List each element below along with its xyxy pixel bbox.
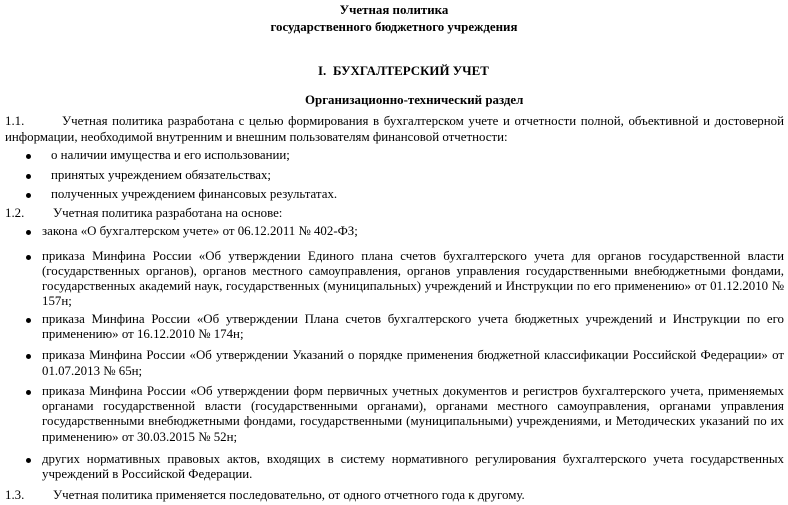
bullet-icon [26,193,31,198]
p12-item-6-line2: учреждений в Российской Федерации. [42,467,253,481]
p12-item-1: закона «О бухгалтерском учете» от 06.12.2011 № 402-ФЗ; [42,224,358,238]
p12-item-5-line3: государственными внебюджетными фондами, государственными (муниципальными) учреждениями, и Методических указаний по их [42,414,784,428]
bullet-icon [26,318,31,323]
p11-bullet-1: о наличии имущества и его использовании; [51,148,290,162]
bullet-icon [26,154,31,159]
bullet-icon [26,390,31,395]
p12-text: Учетная политика разработана на основе: [53,206,283,220]
bullet-icon [26,230,31,235]
p12-item-5-line4: применению» от 30.03.2015 № 52н; [42,430,238,444]
doc-title-line2: государственного бюджетного учреждения [270,20,518,34]
p12-item-2-line3: государственных академий наук, государственных (муниципальных) учреждений и Инструкции по его применению» от 01.12.2010 № [42,279,784,293]
p11-bullet-3: полученных учреждением финансовых результатах. [51,187,338,201]
p11-bullet-2: принятых учреждением обязательствах; [51,168,271,182]
p12-item-2-line2: (государственных органов), органов местного самоуправления, органов управления государственными внебюджетными фондами, [42,264,784,278]
p12-item-4-line1: приказа Минфина России «Об утверждении Указаний о порядке применения бюджетной классификации Российской Федерации» от [42,348,784,362]
p12-item-2-line4: 157н; [42,294,72,308]
p12-item-5-line1: приказа Минфина России «Об утверждении форм первичных учетных документов и регистров бухгалтерского учета, применяемых [42,384,784,398]
p13-number: 1.3. [5,488,25,502]
p12-item-6-line1: других нормативных правовых актов, входящих в систему нормативного регулирования бухгалтерского учета государственных [42,452,784,466]
p12-item-3-line2: применению» от 16.12.2010 № 174н; [42,327,244,341]
section-heading: БУХГАЛТЕРСКИЙ УЧЕТ [333,64,489,78]
bullet-icon [26,354,31,359]
p12-item-2-line1: приказа Минфина России «Об утверждении Единого плана счетов бухгалтерского учета для органов государственной власти [42,249,784,263]
bullet-icon [26,255,31,260]
p12-item-5-line2: органами государственной власти (государственными органами), органами местного самоуправления, органами управления [42,399,784,413]
bullet-icon [26,174,31,179]
p11-line2: информации, необходимой внутренним и внешним пользователям финансовой отчетности: [5,130,508,144]
p11-line1: Учетная политика разработана с целью формирования в бухгалтерском учете и отчетности полной, объективной и достоверной [62,114,784,128]
p12-item-3-line1: приказа Минфина России «Об утверждении Плана счетов бухгалтерского учета бюджетных учреждений и Инструкции по его [42,312,784,326]
p13-text: Учетная политика применяется последовательно, от одного отчетного года к другому. [53,488,525,502]
doc-title-line1: Учетная политика [339,3,449,17]
p12-item-4-line2: 01.07.2013 № 65н; [42,364,143,378]
p12-number: 1.2. [5,206,25,220]
bullet-icon [26,458,31,463]
p11-number: 1.1. [5,114,25,128]
section-subheading: Организационно-технический раздел [305,93,524,107]
section-number: I. [318,64,327,78]
